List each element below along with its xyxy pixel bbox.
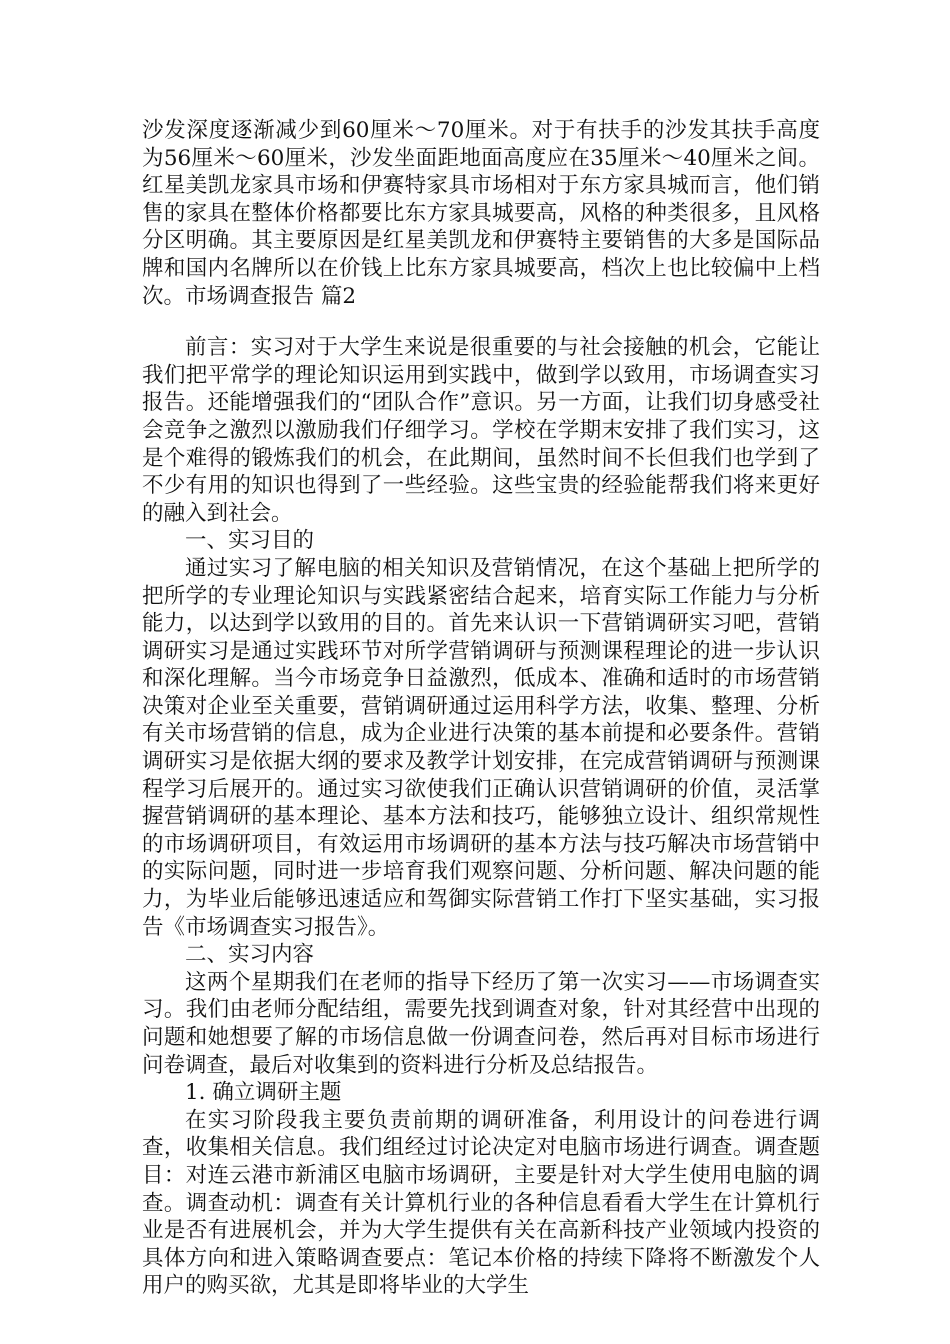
document-body: [142, 117, 820, 1300]
paragraph-internship-purpose: 通过实习了解电脑的相关知识及营销情况，在这个基础上把所学的把所学的专业理论知识与实践紧密结合起来，培育实际工作能力与分析能力，以达到学以致用的目的。首先来认识一下营销调研实习吧，营销调研实习是通过实践环节对所学营销调研与预测课程理论的进一步认识和深化理解。当今市场竞争日益激烈，低成本、准确和适时的市场营销决策对企业至关重要，营销调研通过运用科学方法，收集、整理、分析有关市场营销的信息，成为企业进行决策的基本前提和必要条件。营销调研实习是依据大纲的要求及教学计划安排，在完成营销调研与预测课程学习后展开的。通过实习欲使我们正确认识营销调研的价值，灵活掌握营销调研的基本理论、基本方法和技巧，能够独立设计、组织常规性的市场调研项目，有效运用市场调研的基本方法与技巧解决市场营销中的实际问题，同时进一步培育我们观察问题、分析问题、解决问题的能力，为毕业后能够迅速适应和驾御实际营销工作打下坚实基础，实习报告《市场调查实习报告》。: [142, 555, 820, 940]
paragraph-sofa-dimensions: 沙发深度逐渐减少到60厘米～70厘米。对于有扶手的沙发其扶手高度为56厘米～60厘米，沙发坐面距地面高度应在35厘米～40厘米之间。红星美凯龙家具市场和伊赛特家具市场相对于东方家具城而言，他们销售的家具在整体价格都要比东方家具城要高，风格的种类很多，且风格分区明确。其主要原因是红星美凯龙和伊赛特主要销售的大多是国际品牌和国内名牌所以在价钱上比东方家具城要高，档次上也比较偏中上档次。市场调查报告 篇2: [142, 118, 820, 309]
paragraph-internship-content: 这两个星期我们在老师的指导下经历了第一次实习——市场调查实习。我们由老师分配结组，需要先找到调查对象，针对其经营中出现的问题和她想要了解的市场信息做一份调查问卷，然后再对目标市场进行问卷调查，最后对收集到的资料进行分析及总结报告。: [142, 969, 820, 1078]
section-heading-internship-purpose: 一、实习目的: [185, 528, 315, 554]
paragraph-research-topic: 在实习阶段我主要负责前期的调研准备，利用设计的问卷进行调查，收集相关信息。我们组经过讨论决定对电脑市场进行调查。调查题目：对连云港市新浦区电脑市场调研，主要是针对大学生使用电脑的调查。调查动机：调查有关计算机行业的各种信息看看大学生在计算机行业是否有进展机会，并为大学生提供有关在高新科技产业领域内投资的具体方向和进入策略调查要点：笔记本价格的持续下降将不断激发个人用户的购买欲，尤其是即将毕业的大学生: [142, 1107, 820, 1299]
subsection-heading-research-topic: 1. 确立调研主题: [185, 1080, 342, 1106]
paragraph-preface: 前言：实习对于大学生来说是很重要的与社会接触的机会，它能让我们把平常学的理论知识运用到实践中，做到学以致用，市场调查实习报告。还能增强我们的“团队合作”意识。另一方面，让我们切身感受社会竞争之激烈以激励我们仔细学习。学校在学期末安排了我们实习，这是个难得的锻炼我们的机会，在此期间，虽然时间不长但我们也学到了不少有用的知识也得到了一些经验。这些宝贵的经验能帮我们将来更好的融入到社会。: [142, 335, 820, 526]
paragraph-gap: [142, 310, 820, 334]
section-heading-internship-content: 二、实习内容: [185, 942, 315, 968]
